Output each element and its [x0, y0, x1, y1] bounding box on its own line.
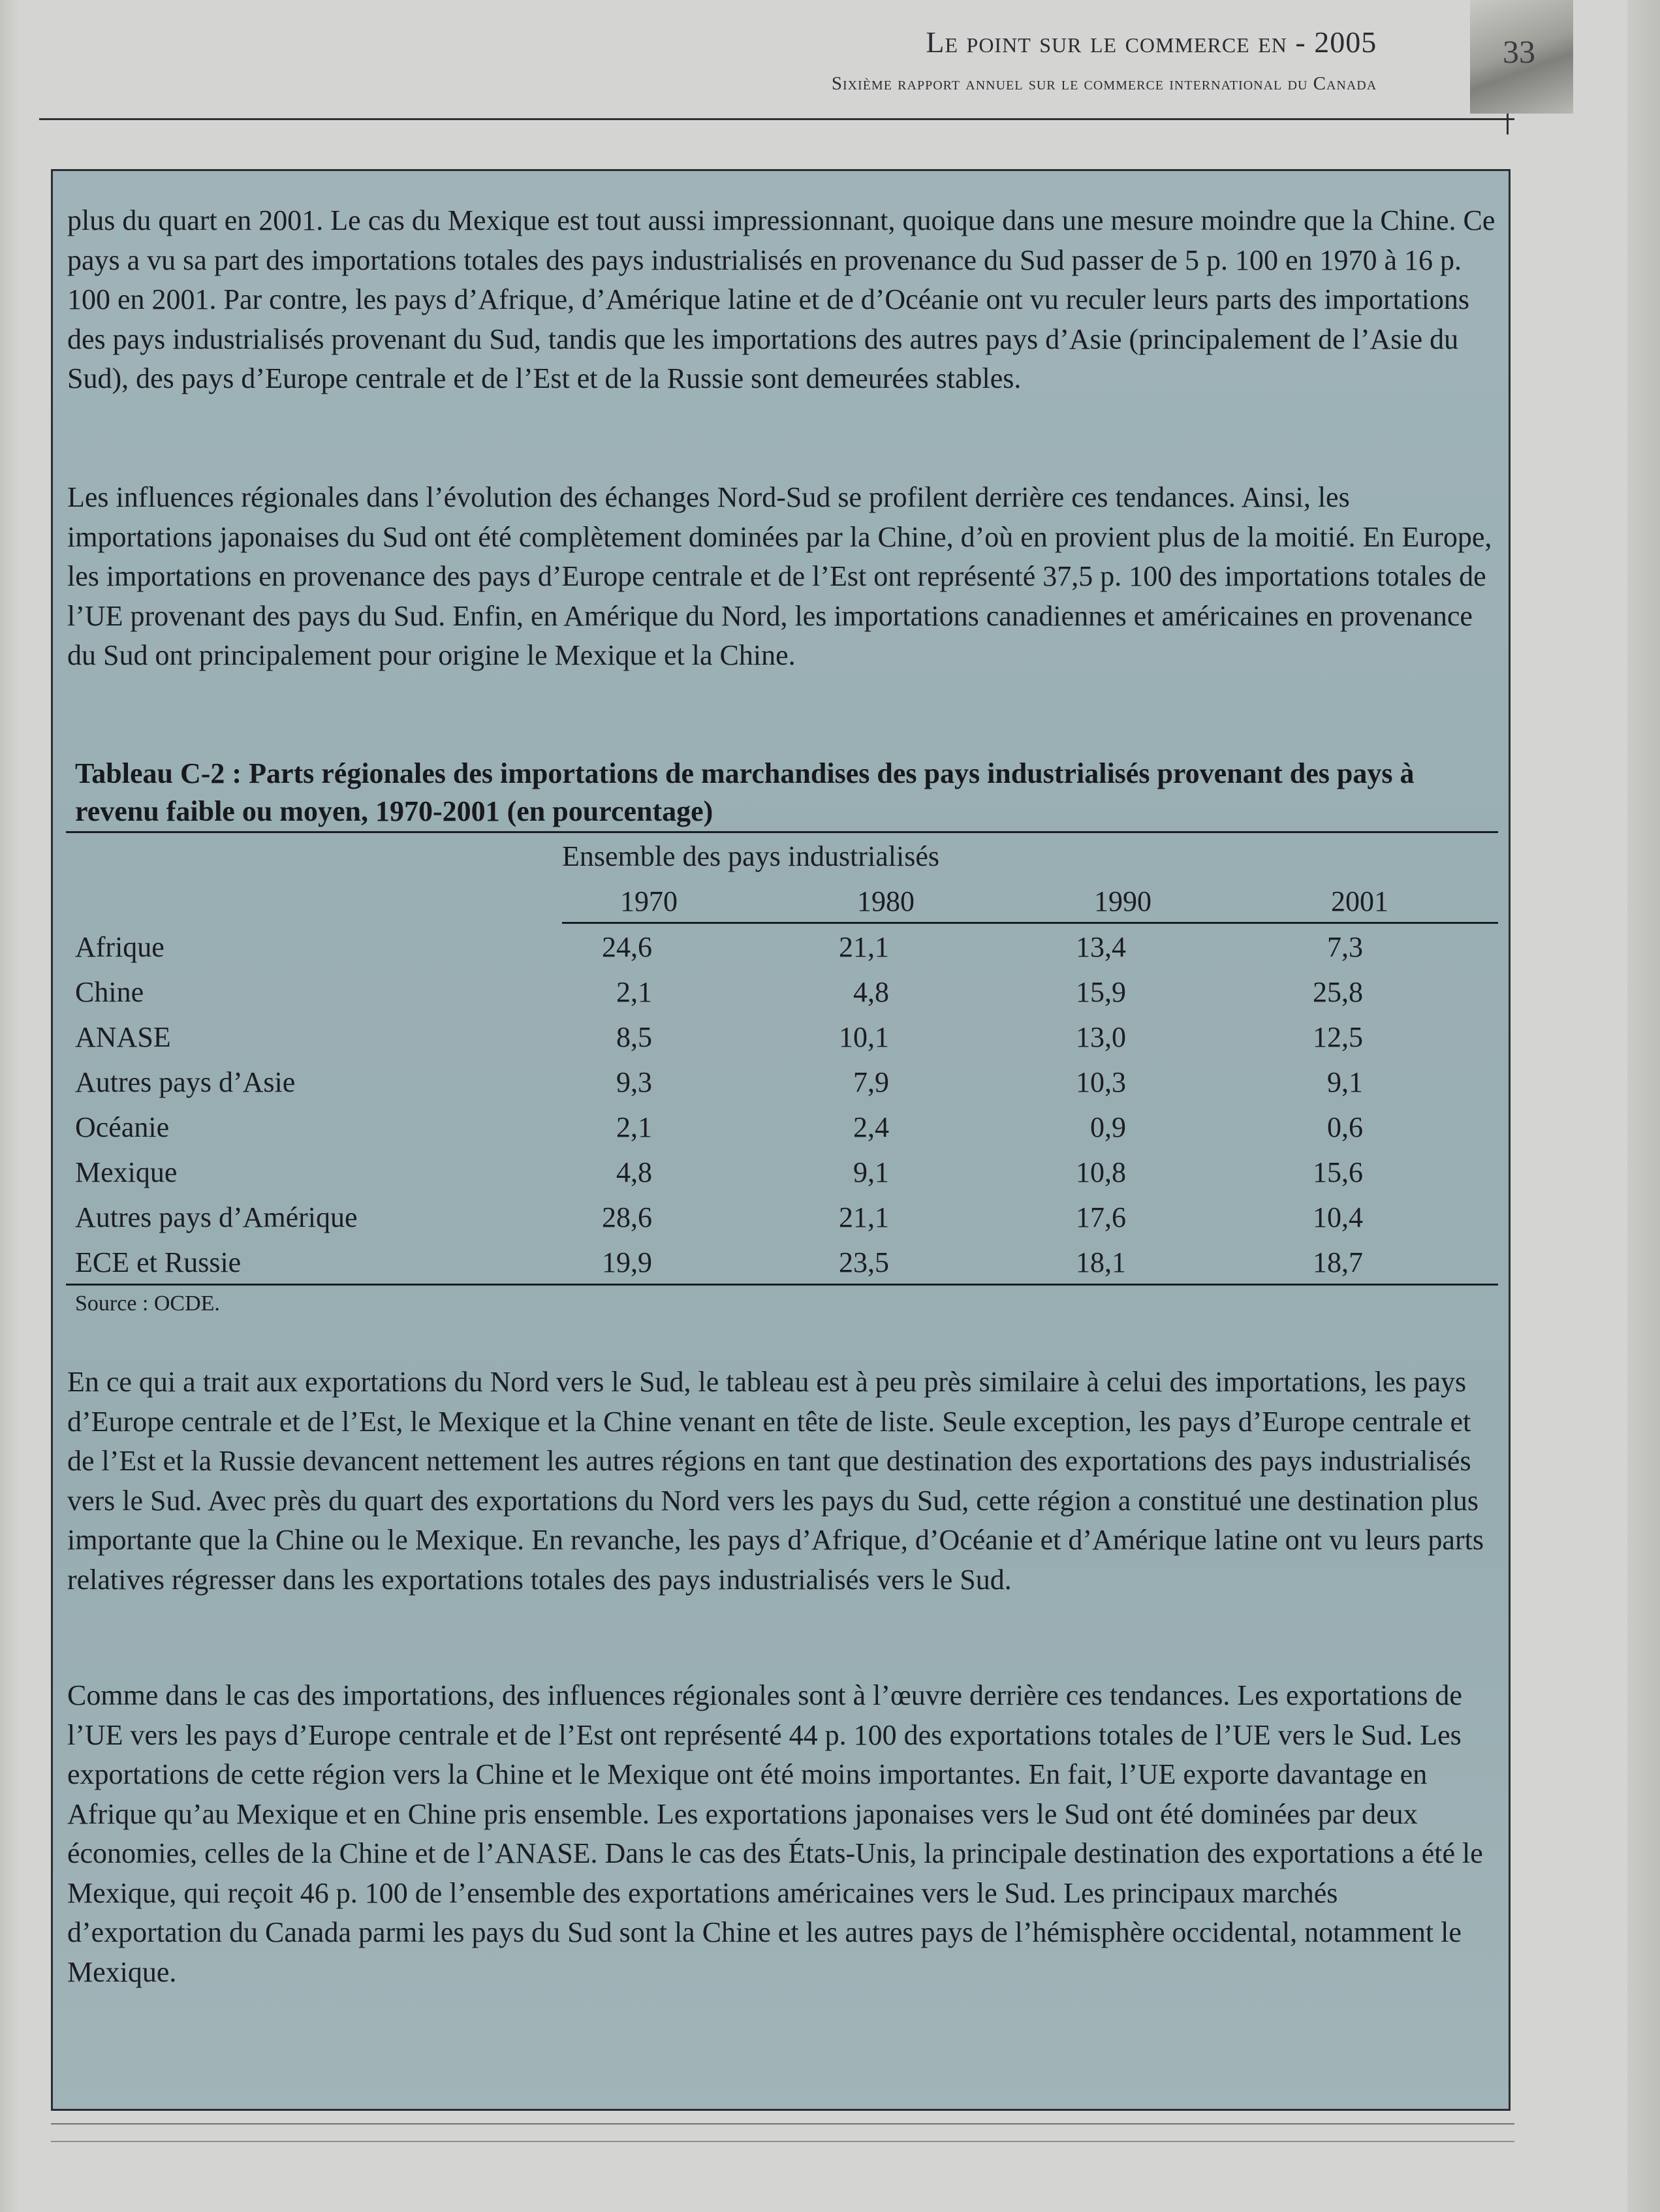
- table-cell: 7,3: [1327, 931, 1363, 963]
- page-number-tab: [1470, 0, 1573, 114]
- table-cell: 17,6: [1076, 1201, 1126, 1233]
- table-cell: 10,8: [1076, 1156, 1126, 1188]
- table-cell: 4,8: [853, 976, 889, 1008]
- table-group-header: Ensemble des pays industrialisés: [562, 840, 940, 872]
- table-cell: 28,6: [602, 1201, 652, 1233]
- page-edge-left: [0, 0, 18, 2212]
- paragraph-1: plus du quart en 2001. Le cas du Mexique est tout aussi impressionnant, quoique dans une mesure moindre que la Chine. Ce pays a vu sa part des importations totales des pays industrialisés en provenance du Sud passer de 5 p. 100 en 1970 à 16 p. 100 en 2001. Par contre, les pays d’Afrique, d’Amérique latine et de d’Océanie ont vu reculer leurs parts des importations des pays industrialisés provenant du Sud, tandis que les importations des autres pays d’Asie (principalement de l’Asie du Sud), des pays d’Europe centrale et de l’Est et de la Russie sont demeurées stables.: [67, 204, 1496, 394]
- table-cell: 8,5: [616, 1021, 652, 1053]
- header-rule: [39, 118, 1514, 120]
- table-cell: 9,3: [616, 1066, 652, 1098]
- table-cell: 2,1: [616, 976, 652, 1008]
- footer-rule: [51, 2123, 1514, 2125]
- table-caption: Tableau C-2 : Parts régionales des importations de marchandises des pays industrialisés provenant des pays à revenu faible ou moyen, 1970-2001 (en pourcentage): [75, 757, 1415, 827]
- page-number: 33: [1503, 33, 1535, 70]
- row-label: ANASE: [75, 1021, 171, 1053]
- header-subtitle: Sixième rapport annuel sur le commerce international du Canada: [831, 73, 1377, 94]
- column-header-1970: 1970: [620, 885, 678, 917]
- table-cell: 23,5: [839, 1246, 889, 1278]
- table-cell: 24,6: [602, 931, 652, 963]
- table-cell: 19,9: [602, 1246, 652, 1278]
- table-cell: 10,4: [1313, 1201, 1363, 1233]
- table-cell: 13,0: [1076, 1021, 1126, 1053]
- table-cell: 15,9: [1076, 976, 1126, 1008]
- table-cell: 2,1: [616, 1111, 652, 1143]
- paragraph-4: Comme dans le cas des importations, des influences régionales sont à l’œuvre derrière ces tendances. Les exportations de l’UE vers les pays d’Europe centrale et de l’Est ont représenté 44 p. 100 des exportations totales de l’UE vers le Sud. Les exportations de cette région vers la Chine et le Mexique ont été moins importantes. En fait, l’UE exporte davantage en Afrique qu’au Mexique et en Chine pris ensemble. Les exportations japonaises vers le Sud ont été dominées par deux économies, celles de la Chine et de l’ANASE. Dans le cas des États-Unis, la principale destination des exportations a été le Mexique, qui reçoit 46 p. 100 de l’ensemble des exportations américaines vers le Sud. Les principaux marchés d’exportation du Canada parmi les pays du Sud sont la Chine et les autres pays de l’hémisphère occidental, notamment le Mexique.: [67, 1679, 1483, 1988]
- row-label: ECE et Russie: [75, 1246, 242, 1278]
- table-cell: 12,5: [1313, 1021, 1363, 1053]
- running-header: [39, 0, 1462, 124]
- table-cell: 9,1: [853, 1156, 889, 1188]
- page-edge-right: [1627, 0, 1660, 2212]
- content-panel: [51, 169, 1511, 2111]
- table-cell: 10,1: [839, 1021, 889, 1053]
- row-label: Chine: [75, 976, 144, 1008]
- row-label: Autres pays d’Amérique: [75, 1201, 358, 1233]
- table-cell: 7,9: [853, 1066, 889, 1098]
- table-cell: 15,6: [1313, 1156, 1363, 1188]
- table-cell: 25,8: [1313, 976, 1363, 1008]
- row-label: Mexique: [75, 1156, 178, 1188]
- table-cell: 21,1: [839, 1201, 889, 1233]
- header-title: Le point sur le commerce en - 2005: [926, 25, 1377, 59]
- paragraph-2: Les influences régionales dans l’évolution des échanges Nord-Sud se profilent derrière ces tendances. Ainsi, les importations japonaises du Sud ont été complètement dominées par la Chine, d’où en provient plus de la moitié. En Europe, les importations en provenance des pays d’Europe centrale et de l’Est ont représenté 37,5 p. 100 des importations totales de l’UE provenant des pays du Sud. Enfin, en Amérique du Nord, les importations canadiennes et américaines en provenance du Sud ont principalement pour origine le Mexique et la Chine.: [67, 481, 1492, 671]
- footer-rule-secondary: [51, 2141, 1514, 2142]
- column-header-2001: 2001: [1331, 885, 1388, 917]
- table-cell: 0,9: [1090, 1111, 1126, 1143]
- table-cell: 18,1: [1076, 1246, 1126, 1278]
- column-header-1980: 1980: [857, 885, 915, 917]
- row-label: Océanie: [75, 1111, 170, 1143]
- table-cell: 0,6: [1327, 1111, 1363, 1143]
- row-label: Afrique: [75, 931, 164, 963]
- table-source: Source : OCDE.: [75, 1291, 220, 1316]
- table-cell: 18,7: [1313, 1246, 1363, 1278]
- paragraph-3: En ce qui a trait aux exportations du Nord vers le Sud, le tableau est à peu près similaire à celui des importations, les pays d’Europe centrale et de l’Est, le Mexique et la Chine venant en tête de liste. Seule exception, les pays d’Europe centrale et de l’Est et la Russie devancent nettement les autres régions en tant que destination des exportations des pays industrialisés vers le Sud. Avec près du quart des exportations du Nord vers les pays du Sud, cette région a constitué une destination plus importante que la Chine ou le Mexique. En revanche, les pays d’Afrique, d’Océanie et d’Amérique latine ont vu leurs parts relatives régresser dans les exportations totales des pays industrialisés vers le Sud.: [67, 1366, 1484, 1596]
- table-cell: 13,4: [1076, 931, 1126, 963]
- table-cell: 2,4: [853, 1111, 889, 1143]
- table-bottom-rule: [66, 1284, 1498, 1286]
- table-cell: 10,3: [1076, 1066, 1126, 1098]
- table-cell: 9,1: [1327, 1066, 1363, 1098]
- row-label: Autres pays d’Asie: [75, 1066, 296, 1098]
- column-header-1990: 1990: [1094, 885, 1151, 917]
- table-cell: 4,8: [616, 1156, 652, 1188]
- table-top-rule: [66, 831, 1498, 833]
- table-cell: 21,1: [839, 931, 889, 963]
- column-header-rule: [562, 922, 1498, 924]
